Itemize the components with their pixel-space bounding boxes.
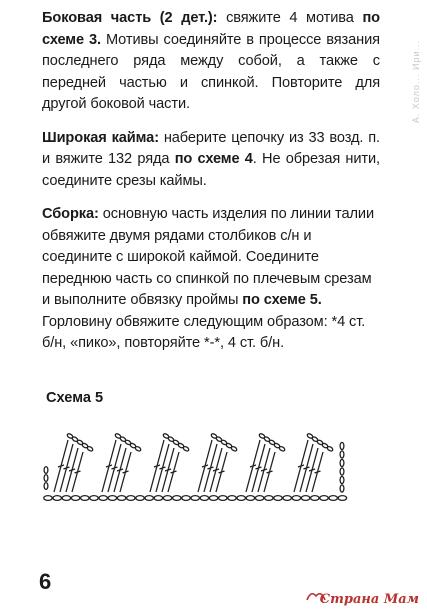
chain-stitch [237,496,245,501]
chain-stitch [274,496,282,501]
chain-stitch [329,496,337,501]
chain-stitch [90,496,98,501]
chain-stitch [183,446,190,452]
paragraph-title: Боковая часть (2 дет.): [42,10,218,26]
chain-stitch [320,496,328,501]
chain-stitch [117,496,125,501]
chain-stitch [127,496,135,501]
chain-stitch [44,496,52,501]
paragraph-wide-border [42,128,380,193]
text-column [42,8,380,367]
chain-stitch [292,496,300,501]
paragraph-text: Горловину обвяжите следующим образом: *4 ст. б/н, «пико», повторяйте *-*, 4 ст. б/н. [42,313,366,351]
paragraph-bold-ref: по схеме 3. [42,10,380,48]
paragraph-bold-ref: по схеме 4 [174,151,253,167]
chain-stitch [99,496,107,501]
crochet-chart [36,418,356,510]
chain-stitch [87,446,94,452]
chain-stitch [44,483,48,490]
chain-stitch [340,485,344,492]
chain-stitch [283,496,291,501]
chain-stitch [340,451,344,458]
chain-stitch [279,446,286,452]
side-text: А. Холо... Ири... [411,40,421,124]
paragraph-assembly [42,204,380,355]
chain-stitch [44,467,48,474]
chain-stitch [81,496,89,501]
paragraph-bold-ref: по схеме 5. [242,292,322,308]
chain-stitch [340,459,344,466]
paragraph-text: . Не обрезая нити, соедините срезы каймы. [42,151,381,189]
chain-stitch [209,496,217,501]
page-number: 6 [39,569,52,594]
schema-title: Схема 5 [46,390,104,406]
chain-stitch [219,496,227,501]
paragraph-title: Широкая кайма: [42,129,159,146]
chain-stitch [327,446,334,452]
chain-stitch [173,496,181,501]
chain-stitch [340,442,344,449]
paragraph-side-part [42,8,380,116]
chain-stitch [231,446,238,452]
chain-stitch [338,496,346,501]
chain-stitch [71,496,79,501]
chain-stitch [182,496,190,501]
chain-stitch [136,496,144,501]
chain-stitch [44,475,48,482]
paragraph-text: свяжите 4 мотива [217,10,363,26]
chain-stitch [154,496,162,501]
chain-stitch [145,496,153,501]
chain-stitch [191,496,199,501]
chain-stitch [340,476,344,483]
chain-stitch [228,496,236,501]
chain-stitch [108,496,116,501]
chain-stitch [62,496,70,501]
watermark-text: Страна Мам [319,592,419,607]
paragraph-title: Сборка: [42,206,99,222]
chain-stitch [200,496,208,501]
chain-stitch [53,496,61,501]
chain-stitch [246,496,254,501]
paragraph-text: наберите цепочку из 33 возд. п. и вяжите 132 ряда [42,129,380,167]
chain-stitch [301,496,309,501]
chain-stitch [265,496,273,501]
paragraph-text: основную часть изделия по линии талии обвяжите двумя рядами столбиков с/н и соедините с широкой каймой. Соедините переднюю часть со спинкой по плечевым срезам и выполните обвязку проймы [42,206,375,308]
chain-stitch [135,446,142,452]
chain-stitch [311,496,319,501]
chain-stitch [340,468,344,475]
paragraph-text: Мотивы соединяйте в процессе вязания последнего ряда между собой, а также с передней частью и спинкой. Повторите для другой боковой части. [42,31,380,112]
side-strip [397,0,427,200]
chain-stitch [163,496,171,501]
chain-stitch [255,496,263,501]
